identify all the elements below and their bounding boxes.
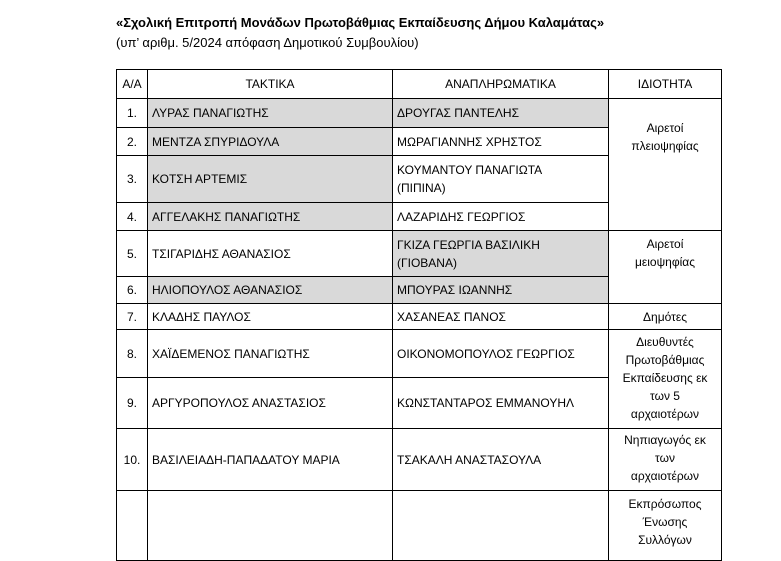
regular-member: ΛΥΡΑΣ ΠΑΝΑΓΙΩΤΗΣ [148,99,393,128]
table-row [117,330,722,378]
substitute-member: ΧΑΣΑΝΕΑΣ ΠΑΝΟΣ [393,304,609,330]
capacity-cell [609,491,722,561]
table-header-row [117,70,722,99]
table-row [117,491,722,561]
capacity-line: Διευθυντές [636,335,694,349]
capacity-cell: Δημότες [609,304,722,330]
capacity-line: Ένωσης [642,515,688,529]
substitute-member [393,156,609,203]
row-number: 10. [117,429,148,491]
header-capacity: ΙΔΙΟΤΗΤΑ [609,70,722,99]
row-number: 6. [117,277,148,304]
table-row [117,429,722,491]
capacity-cell [609,429,722,491]
capacity-line: μειοψηφίας [635,255,695,269]
substitute-member: ΛΑΖΑΡΙΔΗΣ ΓΕΩΡΓΙΟΣ [393,203,609,231]
substitute-member: ΚΩΝΣΤΑΝΤΑΡΟΣ ΕΜΜΑΝΟΥΗΛ [393,378,609,429]
capacity-line: των [655,451,675,465]
capacity-cell [609,330,722,429]
regular-member: ΧΑΪΔΕΜΕΝΟΣ ΠΑΝΑΓΙΩΤΗΣ [148,330,393,378]
regular-member [148,491,393,561]
regular-member: ΑΡΓΥΡΟΠΟΥΛΟΣ ΑΝΑΣΤΑΣΙΟΣ [148,378,393,429]
row-number: 3. [117,156,148,203]
capacity-line: Πρωτοβάθμιας [625,353,705,367]
regular-member: ΜΕΝΤΖΑ ΣΠΥΡΙΔΟΥΛΑ [148,128,393,156]
header-substitute: ΑΝΑΠΛΗΡΩΜΑΤΙΚΑ [393,70,609,99]
capacity-cell [609,231,722,304]
document-subtitle: (υπ’ αριθμ. 5/2024 απόφαση Δημοτικού Συμβουλίου) [116,35,419,50]
regular-member: ΒΑΣΙΛΕΙΑΔΗ-ΠΑΠΑΔΑΤΟΥ ΜΑΡΙΑ [148,429,393,491]
table-row [117,231,722,277]
substitute-member: ΜΠΟΥΡΑΣ ΙΩΑΝΝΗΣ [393,277,609,304]
substitute-line: ΓΚΙΖΑ ΓΕΩΡΓΙΑ ΒΑΣΙΛΙΚΗ [397,237,540,252]
row-number: 5. [117,231,148,277]
capacity-line: Αιρετοί [646,121,684,135]
substitute-member: ΔΡΟΥΓΑΣ ΠΑΝΤΕΛΗΣ [393,99,609,128]
substitute-member [393,491,609,561]
capacity-line: αρχαιοτέρων [630,469,700,483]
regular-member: ΑΓΓΕΛΑΚΗΣ ΠΑΝΑΓΙΩΤΗΣ [148,203,393,231]
row-number: 1. [117,99,148,128]
row-number: 8. [117,330,148,378]
capacity-line: των 5 [650,389,680,403]
substitute-line: (ΠΙΠΙΝΑ) [397,181,446,195]
row-number: 4. [117,203,148,231]
regular-member: ΚΟΤΣΗ ΑΡΤΕΜΙΣ [148,156,393,203]
regular-member: ΗΛΙΟΠΟΥΛΟΣ ΑΘΑΝΑΣΙΟΣ [148,277,393,304]
row-number: 2. [117,128,148,156]
table-row [117,304,722,330]
substitute-member [393,231,609,277]
substitute-member: ΤΣΑΚΑΛΗ ΑΝΑΣΤΑΣΟΥΛΑ [393,429,609,491]
capacity-line: Νηπιαγωγός εκ [624,433,706,447]
row-number [117,491,148,561]
capacity-line: αρχαιοτέρων [630,407,700,421]
capacity-line: πλειοψηφίας [631,139,699,153]
header-regular: ΤΑΚΤΙΚΑ [148,70,393,99]
row-number: 9. [117,378,148,429]
substitute-line: (ΓΙΟΒΑΝΑ) [397,255,457,270]
capacity-line: Εκπαίδευσης εκ [622,371,708,385]
document-title: «Σχολική Επιτροπή Μονάδων Πρωτοβάθμιας Εκπαίδευσης Δήμου Καλαμάτας» [116,15,605,30]
capacity-cell [609,99,722,231]
regular-member: ΤΣΙΓΑΡΙΔΗΣ ΑΘΑΝΑΣΙΟΣ [148,231,393,277]
table-row [117,99,722,128]
substitute-member: ΜΩΡΑΓΙΑΝΝΗΣ ΧΡΗΣΤΟΣ [393,128,609,156]
capacity-line: Αιρετοί [646,237,684,251]
substitute-member: ΟΙΚΟΝΟΜΟΠΟΥΛΟΣ ΓΕΩΡΓΙΟΣ [393,330,609,378]
capacity-line: Συλλόγων [638,533,692,547]
row-number: 7. [117,304,148,330]
regular-member: ΚΛΑΔΗΣ ΠΑΥΛΟΣ [148,304,393,330]
committee-members-table [116,69,722,561]
substitute-line: ΚΟΥΜΑΝΤΟΥ ΠΑΝΑΓΙΩΤΑ [397,163,543,177]
header-aa: Α/Α [117,70,148,99]
capacity-line: Εκπρόσωπος [628,497,702,511]
